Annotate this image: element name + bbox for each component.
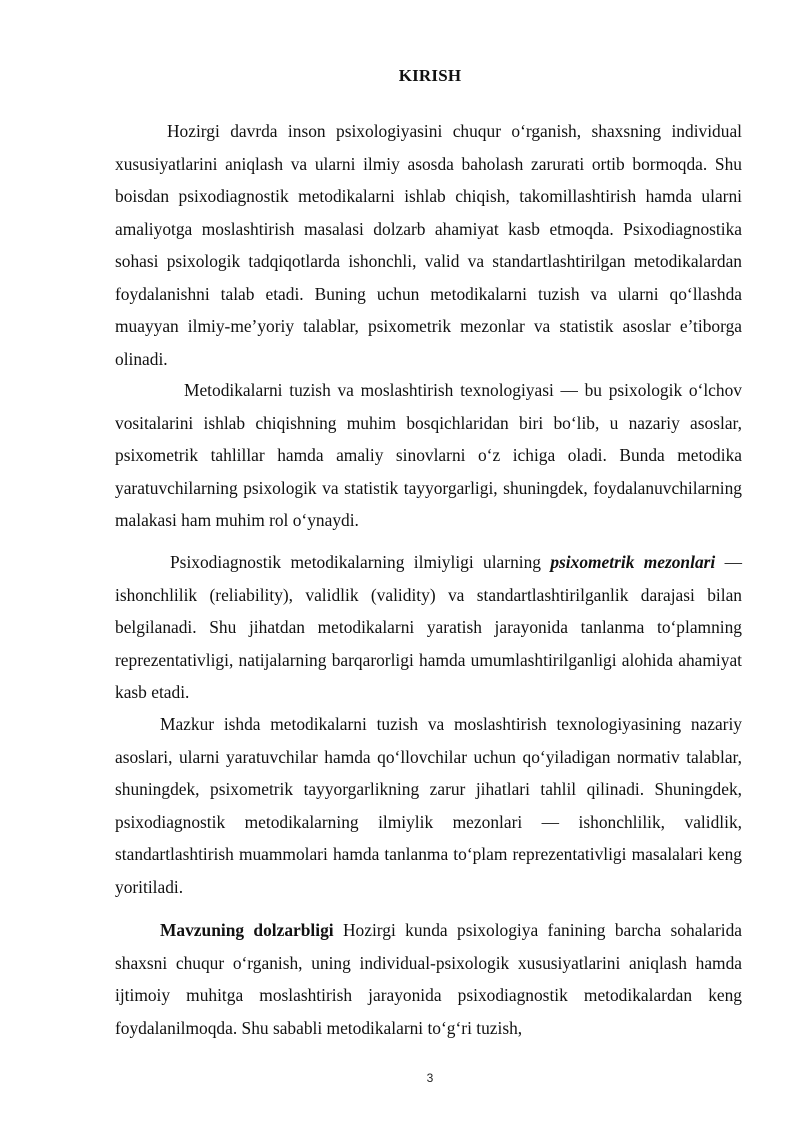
paragraph-text	[115, 914, 742, 1044]
paragraph-psychometric-criteria	[115, 546, 742, 709]
paragraph-text	[115, 546, 742, 709]
page-title: KIRISH	[398, 66, 462, 85]
paragraph-lead-text: Psixodiagnostik metodikalarning ilmiyligi ularning	[170, 552, 551, 572]
paragraph-rest-text: — ishonchlilik (reliability), validlik (validity) va standartlashtirilganlik darajasi bilan belgilanadi. Shu jihatdan metodikalarni yaratish jarayonida tanlanma to‘plamning reprezentativligi, natijalarning barqarorligi hamda umumlashtirilganligi alohida ahamiyat kasb etadi.	[115, 552, 742, 702]
paragraph-text: Metodikalarni tuzish va moslashtirish texnologiyasi — bu psixologik o‘lchov vositalarini ishlab chiqishning muhim bosqichlaridan biri bo‘lib, u nazariy asoslar, psixometrik tahlillar hamda amaliy sinovlarni o‘z ichiga oladi. Bunda metodika yaratuvchilarning psixologik va statistik tayyorgarligi, shuningdek, foydalanuvchilarning malakasi ham muhim rol o‘ynaydi.	[115, 380, 742, 530]
paragraph-rest-text: Hozirgi kunda psixologiya fanining barcha sohalarida shaxsni chuqur o‘rganish, uning individual-psixologik xususiyatlarini aniqlash hamda ijtimoiy muhitga moslashtirish jarayonida psixodiagnostik metodikalardan keng foydalanilmoqda. Shu sababli metodikalarni to‘g‘ri tuzish,	[115, 920, 742, 1038]
section-heading-inline: Mavzuning dolzarbligi	[160, 920, 334, 940]
paragraph-text: Hozirgi davrda inson psixologiyasini chuqur o‘rganish, shaxsning individual xususiyatlarini aniqlash va ularni ilmiy asosda baholash zarurati ortib bormoqda. Shu boisdan psixodiagnostik metodikalarni ishlab chiqish, takomillashtirish hamda ularni amaliyotga moslashtirish masalasi dolzarb ahamiyat kasb etmoqda. Psixodiagnostika sohasi psixologik tadqiqotlarda ishonchli, valid va standartlashtirilgan metodikalardan foydalanishni talab etadi. Buning uchun metodikalarni tuzish va ularni qo‘llashda muayyan ilmiy-me’yoriy talablar, psixometrik mezonlar va statistik asoslar e’tiborga olinadi.	[115, 121, 742, 369]
page-number: 3	[426, 1071, 434, 1085]
paragraph-scope	[115, 708, 742, 903]
emphasized-term: psixometrik mezonlari	[550, 552, 716, 572]
paragraph-technology	[115, 374, 742, 537]
paragraph-intro	[115, 115, 742, 375]
paragraph-relevance	[115, 914, 742, 1044]
paragraph-text: Mazkur ishda metodikalarni tuzish va moslashtirish texnologiyasining nazariy asoslari, ularni yaratuvchilar hamda qo‘llovchilar uchun qo‘yiladigan normativ talablar, shuningdek, psixometrik tayyorgarlikning zarur jihatlari tahlil qilinadi. Shuningdek, psixodiagnostik metodikalarning ilmiylik mezonlari — ishonchlilik, validlik, standartlashtirish muammolari hamda tanlanma to‘plam reprezentativligi masalalari keng yoritiladi.	[115, 714, 742, 897]
